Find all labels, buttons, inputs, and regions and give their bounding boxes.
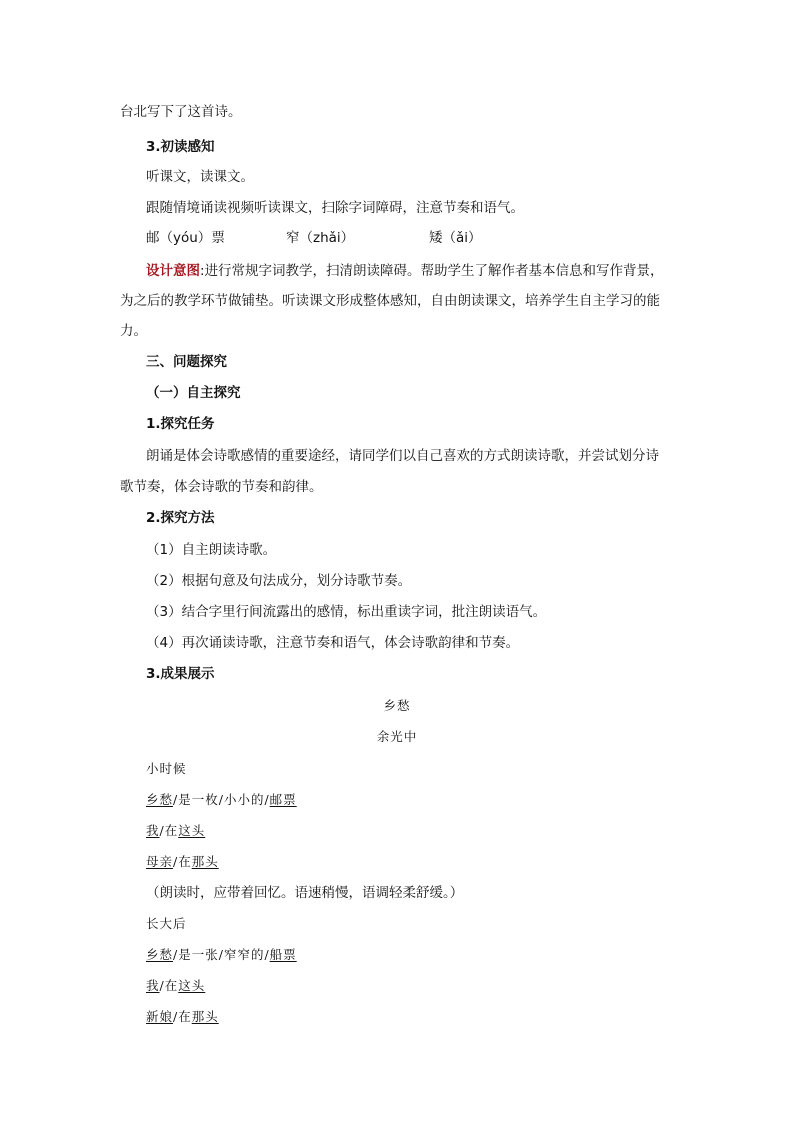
- poem-line: 母亲/在那头: [146, 854, 219, 869]
- method-item-2: （2）根据句意及句法成分，划分诗歌节奏。: [146, 573, 412, 589]
- poem-stress-word: 这头: [178, 823, 206, 838]
- paragraph-task-line2: 歌节奏，体会诗歌的节奏和韵律。: [120, 479, 323, 495]
- heading-inquiry-task: 1.探究任务: [146, 416, 215, 432]
- poem-author: 余光中: [376, 729, 418, 744]
- heading-results: 3.成果展示: [146, 666, 215, 682]
- poem-line: 我/在这头: [146, 823, 206, 838]
- poem-stress-word: 邮票: [269, 792, 297, 807]
- poem-line: 乡愁/是一枚/小小的/邮票: [146, 792, 297, 807]
- pinyin-item-zhai: 窄（zhǎi）: [286, 230, 355, 246]
- poem-stress-word: 乡愁: [146, 947, 174, 962]
- poem-stress-word: 新娘: [146, 1009, 174, 1024]
- poem-line: 乡愁/是一张/窄窄的/船票: [146, 947, 297, 962]
- section-heading-problem-inquiry: 三、问题探究: [146, 354, 227, 370]
- poem-stress-word: 那头: [191, 1009, 219, 1024]
- design-intent-text1: 进行常规字词教学，扫清朗读障碍。帮助学生了解作者基本信息和写作背景，: [204, 263, 664, 279]
- design-intent-line2: 为之后的教学环节做铺垫。听读课文形成整体感知，自由朗读课文，培养学生自主学习的能: [120, 293, 660, 309]
- subsection-heading-self-inquiry: （一）自主探究: [146, 385, 241, 401]
- design-intent-line1: [146, 262, 664, 280]
- poem-stress-word: 那头: [191, 854, 219, 869]
- design-intent-line3: 力。: [120, 323, 147, 339]
- design-intent-label: 设计意图: [146, 263, 200, 279]
- poem-line: 新娘/在那头: [146, 1009, 219, 1024]
- poem-stress-word: 这头: [178, 978, 206, 993]
- paragraph-listen: 听课文，读课文。: [146, 169, 254, 185]
- paragraph-follow-video: 跟随情境诵读视频听读课文，扫除字词障碍，注意节奏和语气。: [146, 200, 524, 216]
- poem-stanza2-head: 长大后: [146, 916, 187, 931]
- pinyin-item-ai: 矮（ǎi）: [429, 230, 482, 246]
- heading-inquiry-method: 2.探究方法: [146, 510, 215, 526]
- poem-stress-word: 我: [146, 823, 160, 838]
- poem-stress-word: 船票: [269, 947, 297, 962]
- poem-stress-word: 母亲: [146, 854, 174, 869]
- method-item-4: （4）再次诵读诗歌，注意节奏和语气，体会诗歌韵律和节奏。: [146, 635, 520, 651]
- pinyin-item-you: 邮（yóu）票: [146, 230, 225, 246]
- paragraph-continuation: 台北写下了这首诗。: [120, 104, 242, 120]
- poem-stress-word: 乡愁: [146, 792, 174, 807]
- method-item-3: （3）结合字里行间流露出的感情，标出重读字词，批注朗读语气。: [146, 604, 547, 620]
- paragraph-task-line1: 朗诵是体会诗歌感情的重要途经，请同学们以自己喜欢的方式朗读诗歌，并尝试划分诗: [146, 448, 659, 464]
- poem-stress-word: 我: [146, 978, 160, 993]
- design-intent-colon: :: [200, 263, 205, 279]
- heading-first-reading: 3.初读感知: [146, 139, 215, 155]
- poem-title: 乡愁: [383, 698, 411, 713]
- reading-note: （朗读时，应带着回忆。语速稍慢，语调轻柔舒缓。）: [146, 885, 464, 901]
- method-item-1: （1）自主朗读诗歌。: [146, 542, 277, 558]
- poem-stanza1-head: 小时候: [146, 761, 187, 776]
- poem-line: 我/在这头: [146, 978, 206, 993]
